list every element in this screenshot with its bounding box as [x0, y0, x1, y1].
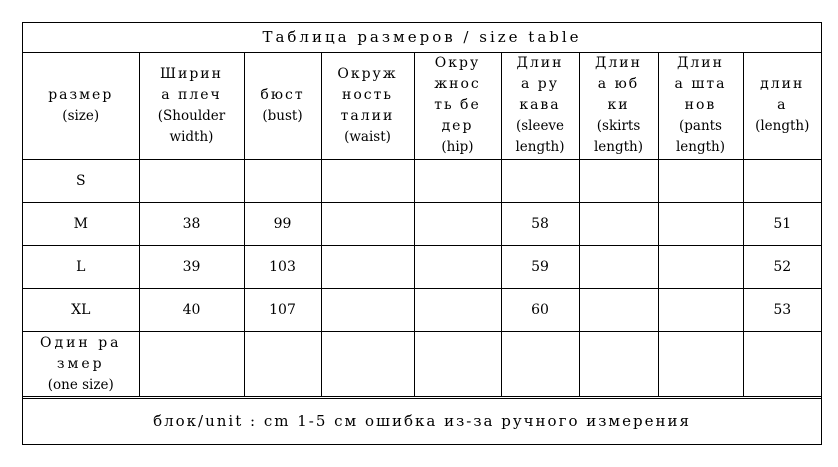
- column-header-line: Окруж: [337, 65, 398, 82]
- size-label-line: Один ра: [39, 334, 122, 351]
- column-header-line: (hip): [441, 139, 474, 155]
- column-header-line: нов: [684, 97, 717, 113]
- measurement-note: блок/unit : cm 1-5 см ошибка из-за ручного измерения: [23, 398, 821, 444]
- size-label: S: [23, 160, 139, 203]
- column-header-line: (waist): [344, 128, 391, 145]
- table-cell: [579, 203, 658, 246]
- table-cell: [139, 160, 244, 203]
- table-cell: 38: [139, 203, 244, 246]
- table-row: [23, 203, 821, 246]
- column-header-line: ть бе: [434, 97, 481, 113]
- size-label: XL: [23, 289, 139, 332]
- table-cell: [658, 289, 743, 332]
- column-header-line: Окру: [434, 55, 481, 71]
- table-cell: 107: [244, 289, 321, 332]
- table-cell: 39: [139, 246, 244, 289]
- table-cell: [658, 203, 743, 246]
- one-size-row: [23, 332, 821, 397]
- size-table: [23, 52, 821, 397]
- table-cell: [244, 160, 321, 203]
- table-cell: [321, 332, 414, 397]
- table-row: [23, 246, 821, 289]
- table-cell: [414, 246, 501, 289]
- column-header-line: кава: [519, 97, 561, 113]
- table-cell: [414, 203, 501, 246]
- column-header-line: Длин: [677, 55, 724, 71]
- column-header-line: Длин: [595, 55, 642, 71]
- table-cell: [579, 160, 658, 203]
- column-header-line: бюст: [260, 86, 305, 103]
- column-header-line: length): [675, 139, 726, 155]
- column-header-line: (sleeve: [515, 118, 565, 134]
- column-header-line: length): [515, 139, 565, 155]
- table-title: Таблица размеров / size table: [23, 23, 821, 53]
- table-cell: [501, 332, 579, 397]
- column-header: [501, 52, 579, 160]
- table-cell: [743, 160, 821, 203]
- size-label-line: (one size): [47, 376, 114, 393]
- column-header-line: width): [169, 128, 214, 145]
- column-header: [23, 52, 139, 160]
- column-header-line: (Shoulder: [157, 107, 226, 124]
- column-header-line: а: [777, 97, 788, 113]
- column-header-line: жнос: [434, 76, 481, 92]
- column-header-line: а плеч: [161, 86, 222, 103]
- size-label: [23, 332, 139, 397]
- column-header-line: length): [593, 139, 644, 155]
- table-cell: 58: [501, 203, 579, 246]
- table-cell: [244, 332, 321, 397]
- column-header-line: а шта: [674, 76, 727, 92]
- size-label: M: [23, 203, 139, 246]
- table-cell: [414, 332, 501, 397]
- header-row: [23, 52, 821, 160]
- column-header-line: ки: [607, 97, 630, 113]
- column-header: [658, 52, 743, 160]
- table-cell: 60: [501, 289, 579, 332]
- column-header-line: Длин: [516, 55, 564, 71]
- table-cell: 59: [501, 246, 579, 289]
- column-header-line: (length): [755, 118, 810, 134]
- table-cell: [579, 246, 658, 289]
- table-cell: [579, 289, 658, 332]
- table-row: [23, 289, 821, 332]
- table-cell: 53: [743, 289, 821, 332]
- column-header: [139, 52, 244, 160]
- table-cell: [743, 332, 821, 397]
- column-header-line: (skirts: [596, 118, 641, 134]
- column-header-line: а ру: [521, 76, 559, 92]
- column-header: [579, 52, 658, 160]
- column-header-line: Ширин: [160, 65, 223, 82]
- column-header: [414, 52, 501, 160]
- table-cell: [321, 203, 414, 246]
- table-cell: 99: [244, 203, 321, 246]
- size-label-line: змер: [56, 355, 105, 372]
- column-header-line: талии: [340, 107, 395, 124]
- table-cell: 52: [743, 246, 821, 289]
- column-header: [743, 52, 821, 160]
- table-cell: [414, 289, 501, 332]
- table-cell: 40: [139, 289, 244, 332]
- column-header-line: размер: [48, 86, 114, 103]
- table-cell: [658, 160, 743, 203]
- table-cell: [321, 289, 414, 332]
- table-cell: [579, 332, 658, 397]
- table-cell: [321, 160, 414, 203]
- table-cell: [139, 332, 244, 397]
- column-header-line: дер: [441, 118, 474, 134]
- table-cell: [414, 160, 501, 203]
- table-row: [23, 160, 821, 203]
- column-header-line: длин: [760, 76, 805, 92]
- size-table-sheet: [22, 22, 822, 445]
- table-cell: [658, 332, 743, 397]
- column-header: [321, 52, 414, 160]
- column-header-line: (size): [62, 107, 100, 124]
- size-label: L: [23, 246, 139, 289]
- column-header-line: (bust): [262, 107, 303, 124]
- column-header-line: а юб: [597, 76, 640, 92]
- table-cell: [321, 246, 414, 289]
- table-cell: 103: [244, 246, 321, 289]
- column-header: [244, 52, 321, 160]
- table-cell: [501, 160, 579, 203]
- table-cell: 51: [743, 203, 821, 246]
- table-cell: [658, 246, 743, 289]
- column-header-line: (pants: [678, 118, 722, 134]
- column-header-line: ность: [342, 86, 393, 103]
